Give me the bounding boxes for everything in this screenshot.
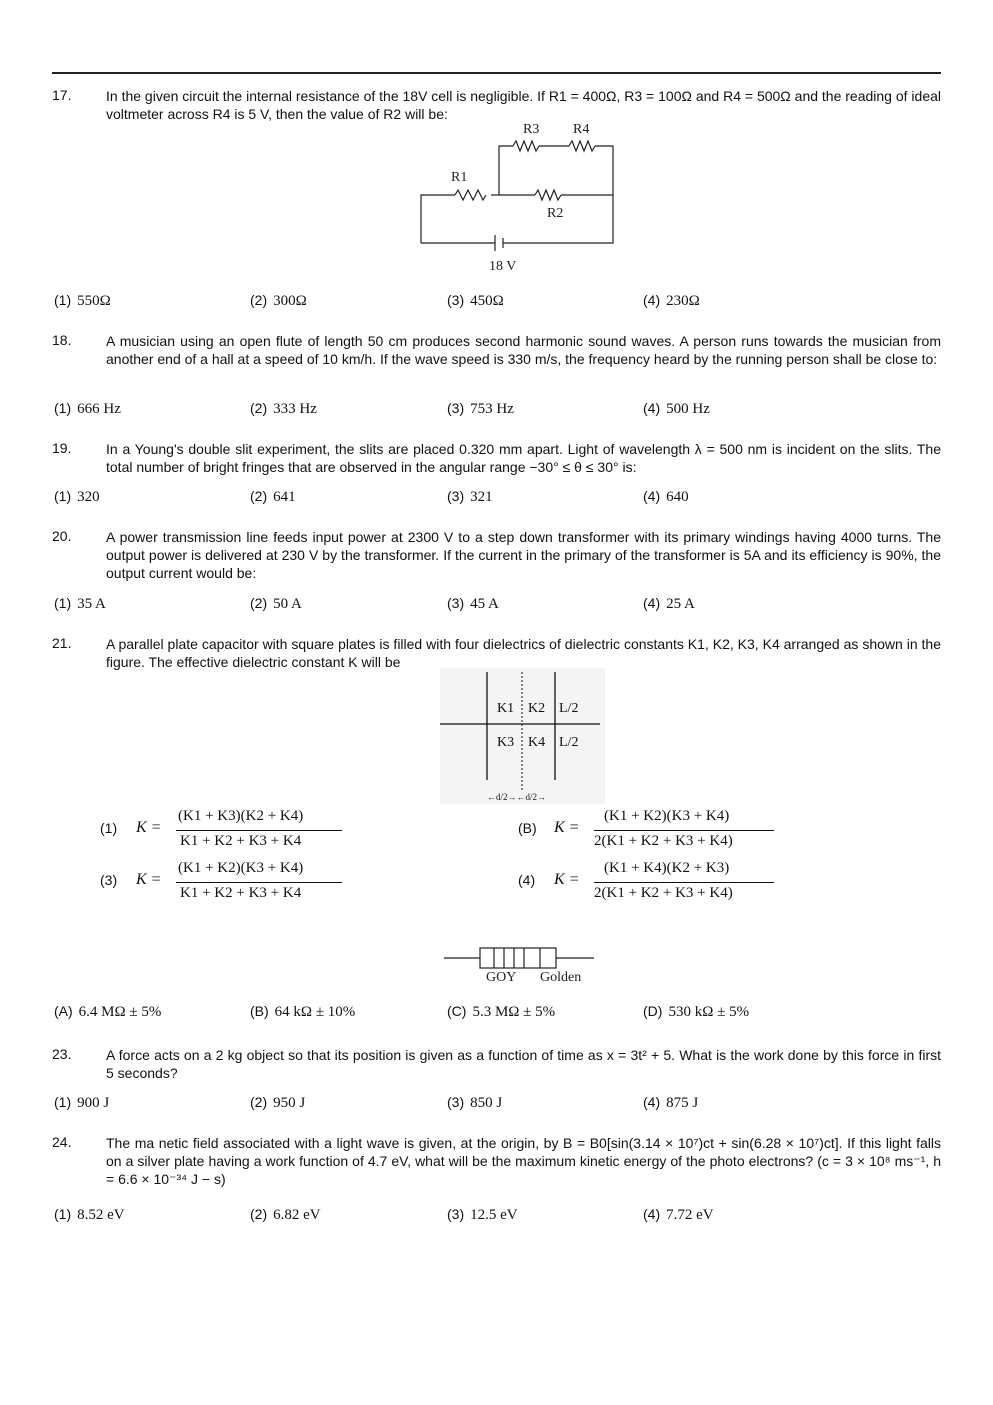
- option[interactable]: (2) 50 A: [250, 595, 302, 612]
- option[interactable]: (2) 300Ω: [250, 292, 307, 309]
- option[interactable]: (2) 333 Hz: [250, 400, 317, 417]
- question-text: A parallel plate capacitor with square plates is filled with four dielectrics of dielectric constants K1, K2, K3, K4 arranged as shown in the figure. The effective dielectric constant K will be: [106, 636, 941, 670]
- r1-label: R1: [451, 170, 468, 185]
- option[interactable]: (4) 230Ω: [643, 292, 700, 309]
- question-text: A power transmission line feeds input power at 2300 V to a step down transformer with its primary windings having 4000 turns. The output power is delivered at 230 V by the transformer. If the current in the primary of the transformer is 5A and its efficiency is 90%, the output current would be:: [106, 529, 941, 581]
- question-text: The ma netic field associated with a light wave is given, at the origin, by B = B0[sin(3.14 × 10⁷)ct + sin(6.28 × 10⁷)ct]. If this light falls on a silver plate having a work function of 4.7 eV, what will be the maximum kinetic energy of the photo electrons? (c = 3 × 10⁸ ms⁻¹, h = 6.6 × 10⁻³⁴ J − s): [106, 1135, 941, 1187]
- question-text: In a Young's double slit experiment, the slits are placed 0.320 mm apart. Light of wavelength λ = 500 nm is incident on the slits. The total number of bright fringes that are observed in the angular range −30° ≤ θ ≤ 30° is:: [106, 441, 941, 475]
- option[interactable]: (A) 6.4 MΩ ± 5%: [54, 1003, 162, 1020]
- k1-label: K1: [497, 701, 515, 716]
- option[interactable]: (4) 875 J: [643, 1094, 699, 1111]
- option[interactable]: (4) 7.72 eV: [643, 1206, 714, 1223]
- option[interactable]: (1) 35 A: [54, 595, 106, 612]
- option[interactable]: (1) 666 Hz: [54, 400, 121, 417]
- question-number: 18.: [52, 332, 72, 348]
- option[interactable]: (1) 550Ω: [54, 292, 111, 309]
- question-number: 19.: [52, 440, 72, 456]
- question-text: In the given circuit the internal resistance of the 18V cell is negligible. If R1 = 400Ω, R3 = 100Ω and R4 = 500Ω and the reading of ideal voltmeter across R4 is 5 V, then the value of R2 will be:: [106, 88, 941, 122]
- k4-label: K4: [528, 735, 546, 750]
- option[interactable]: (4) K = (K1 + K4)(K2 + K3) 2(K1 + K2 + K3 + K4): [518, 860, 788, 906]
- option[interactable]: (2) 950 J: [250, 1094, 306, 1111]
- question-text: A force acts on a 2 kg object so that its position is given as a function of time as x = 3t² + 5. What is the work done by this force in first 5 seconds?: [106, 1047, 941, 1081]
- question-number: 24.: [52, 1134, 72, 1150]
- option[interactable]: (3) 12.5 eV: [447, 1206, 518, 1223]
- l2-label-bottom: L/2: [559, 735, 579, 750]
- question-number: 17.: [52, 87, 72, 103]
- option[interactable]: (D) 530 kΩ ± 5%: [643, 1003, 750, 1020]
- option[interactable]: (3) 450Ω: [447, 292, 504, 309]
- source-label: 18 V: [489, 259, 517, 274]
- l2-label-top: L/2: [559, 701, 579, 716]
- option[interactable]: (3) 753 Hz: [447, 400, 514, 417]
- bands-label: GOY: [486, 970, 517, 985]
- option[interactable]: (B) K = (K1 + K2)(K3 + K4) 2(K1 + K2 + K3 + K4): [518, 808, 788, 854]
- k2-label: K2: [528, 701, 546, 716]
- option[interactable]: (2) 641: [250, 488, 296, 505]
- option[interactable]: (2) 6.82 eV: [250, 1206, 321, 1223]
- option[interactable]: (B) 64 kΩ ± 10%: [250, 1003, 356, 1020]
- option[interactable]: (3) 850 J: [447, 1094, 503, 1111]
- capacitor-diagram: [440, 668, 605, 804]
- resistor-diagram: [444, 944, 596, 986]
- option[interactable]: (1) 900 J: [54, 1094, 110, 1111]
- option[interactable]: (1) 320: [54, 488, 100, 505]
- option[interactable]: (3) 45 A: [447, 595, 499, 612]
- top-rule: [52, 72, 941, 74]
- k3-label: K3: [497, 735, 515, 750]
- option[interactable]: (3) 321: [447, 488, 493, 505]
- option[interactable]: (4) 25 A: [643, 595, 695, 612]
- r2-label: R2: [547, 206, 564, 221]
- option[interactable]: (4) 500 Hz: [643, 400, 710, 417]
- question-number: 23.: [52, 1046, 72, 1062]
- option[interactable]: (1) K = (K1 + K3)(K2 + K4) K1 + K2 + K3 + K4: [100, 808, 360, 854]
- r4-label: R4: [573, 122, 590, 137]
- circuit-diagram: [415, 118, 625, 278]
- r3-label: R3: [523, 122, 540, 137]
- question-text: A musician using an open flute of length 50 cm produces second harmonic sound waves. A person runs towards the musician from another end of a hall at a speed of 10 km/h. If the wave speed is 330 m/s, the frequency heard by the running person shall be close to:: [106, 333, 941, 367]
- tolerance-label: Golden: [540, 970, 582, 985]
- question-number: 21.: [52, 635, 72, 651]
- option[interactable]: (4) 640: [643, 488, 689, 505]
- question-number: 20.: [52, 528, 72, 544]
- option[interactable]: (3) K = (K1 + K2)(K3 + K4) K1 + K2 + K3 + K4: [100, 860, 360, 906]
- option[interactable]: (1) 8.52 eV: [54, 1206, 125, 1223]
- dimension-label: ←d/2→←d/2→: [487, 792, 547, 802]
- option[interactable]: (C) 5.3 MΩ ± 5%: [447, 1003, 556, 1020]
